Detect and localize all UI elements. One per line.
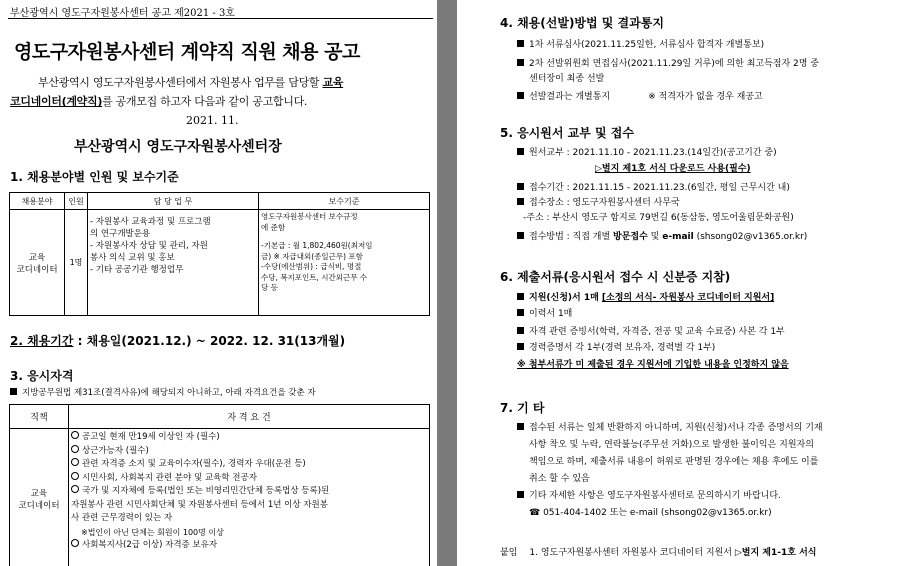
- section-6-title: 6. 제출서류(응시원서 접수 시 신분증 지참): [500, 270, 731, 284]
- square-bullet-icon: [10, 388, 17, 395]
- th-pay: 보수기준: [259, 193, 430, 210]
- section-3-note: 지방공무원법 제31조(결격사유)에 해당되지 아니하고, 아래 자격요건을 갖춘 자: [10, 386, 316, 398]
- section-1-title: 1. 채용분야별 인원 및 보수기준: [10, 170, 179, 184]
- position-count: 1명: [65, 210, 88, 316]
- square-bullet-icon: [517, 232, 524, 239]
- th-field: 채용분야: [10, 193, 65, 210]
- attachment-line: 붙임 1. 영도구자원봉사센터 자원봉사 코디네이터 지원서 ▷별지 제1-1호 서식: [500, 548, 817, 558]
- square-bullet-icon: [517, 423, 524, 430]
- positions-table-row: [10, 210, 430, 316]
- intro-line-1: 부산광역시 영도구자원봉사센터에서 자원봉사 업무를 담당할 교육: [38, 76, 344, 89]
- qualifications-table-row: [10, 429, 430, 566]
- req-note: ※법인이 아닌 단체는 회원이 100명 이상: [81, 527, 224, 537]
- square-bullet-icon: [517, 327, 524, 334]
- circle-bullet-icon: [71, 445, 79, 453]
- sec6-item: 자격 관련 증빙서(학력, 자격증, 전공 및 교육 수료증) 사본 각 1부: [517, 324, 785, 337]
- square-bullet-icon: [517, 293, 524, 300]
- circle-bullet-icon: [71, 472, 79, 480]
- square-bullet-icon: [517, 198, 524, 205]
- sec5-item: 접수방법 : 직접 개별 방문접수 및 e-mail (shsong02@v1365.or.kr): [517, 229, 807, 242]
- th-count: 인원: [65, 193, 88, 210]
- section-2-title: 2. 채용기간 : 채용일(2021.12.) ~ 2022. 12. 31(13개월): [10, 334, 346, 348]
- th-requirements: 자 격 요 건: [69, 405, 430, 429]
- position-field: 교육 코디네이터: [10, 210, 65, 316]
- req-item: 공고일 현재 만19세 이상인 자 (필수): [71, 431, 427, 445]
- positions-table-header: [10, 193, 430, 210]
- issuer: 부산광역시 영도구자원봉사센터장: [74, 139, 282, 155]
- th-duties: 담 당 업 무: [88, 193, 259, 210]
- intro-line-2: 코디네이터(계약직)를 공개모집 하고자 다음과 같이 공고합니다.: [10, 95, 308, 108]
- contact-phone: ☎ 051-404-1402 또는 e-mail (shsong02@v1365.or.kr): [529, 508, 772, 518]
- square-bullet-icon: [517, 343, 524, 350]
- square-bullet-icon: [517, 491, 524, 498]
- qualification-field: 교육 코디네이터: [10, 429, 69, 566]
- qualifications-table: [9, 404, 430, 566]
- square-bullet-icon: [517, 40, 524, 47]
- square-bullet-icon: [517, 59, 524, 66]
- page-title: 영도구자원봉사센터 계약직 직원 채용 공고: [14, 41, 360, 63]
- address: -주소 : 부산시 영도구 함지로 79번길 6(동삼동, 영도어울림문화공원): [523, 213, 794, 223]
- sec7-item: 기타 자세한 사항은 영도구자원봉사센터로 문의하시기 바랍니다.: [517, 488, 781, 501]
- section-4-title: 4. 채용(선발)방법 및 결과통지: [500, 16, 664, 30]
- circle-bullet-icon: [71, 485, 79, 493]
- square-bullet-icon: [517, 92, 524, 99]
- req-item: 관련 자격증 소지 및 교육이수자(필수), 경력자 우대(운전 등): [71, 458, 427, 472]
- th-position: 직책: [10, 405, 69, 429]
- circle-bullet-icon: [71, 431, 79, 439]
- req-item: 사회복지사(2급 이상) 자격증 보유자: [71, 539, 427, 553]
- qualification-requirements: 공고일 현재 만19세 이상인 자 (필수) 상근가능자 (필수) 관련 자격증 소지 및 교육이수자(필수), 경력자 우대(운전 등) 시민사회, 사회복지 관련 분야 및 교육학 전공자 국가 및 지자체에 등록(법인 또는 비영리민간단체 등록법상 등록)된 자원봉사 관련 시민사회단체 및 자원봉사센터 등에서 1년 이상 자원봉 사 관련 근무경력이 있는 자 ※법인이 아닌 단체는 회원이 100명 이상 사회복지사(2급 이상) 자격증 보유자: [69, 429, 430, 566]
- section-5-title: 5. 응시원서 교부 및 접수: [500, 126, 634, 140]
- qualifications-table-header: [10, 405, 430, 429]
- section-7-title: 7. 기 타: [500, 401, 545, 415]
- sec4-item: 1차 서류심사(2021.11.25일한, 서류심사 합격자 개별통보): [517, 37, 764, 50]
- square-bullet-icon: [517, 148, 524, 155]
- header-divider: [8, 18, 433, 19]
- section-3-title: 3. 응시자격: [10, 369, 74, 383]
- sec5-item: 원서교부 : 2021.11.10 - 2021.11.23.(14일간)(공고기간 중): [517, 145, 777, 158]
- square-bullet-icon: [517, 309, 524, 316]
- req-item: 시민사회, 사회복지 관련 분야 및 교육학 전공자: [71, 472, 427, 486]
- req-item: 상근가능자 (필수): [71, 445, 427, 459]
- square-bullet-icon: [517, 183, 524, 190]
- notice-number: 부산광역시 영도구자원봉사센터 공고 제2021 - 3호: [10, 8, 235, 19]
- sec5-item: 접수기간 : 2021.11.15 - 2021.11.23.(6일간, 평일 근무시간 내): [517, 180, 790, 193]
- positions-table: [9, 192, 430, 316]
- document-page-right: 4. 채용(선발)방법 및 결과통지 1차 서류심사(2021.11.25일한, 서류심사 합격자 개별통보) 2차 선발위원회 면접심사(2021.11.29일 거루)에 의한 최고득점자 2명 중 센터장이 최종 선발 선발결과는 개별통지 ※ 적격자가 없을 경우 재공고 5. 응시원서 교부 및 접수 원서교부 : 2021.11.10 - 2021.11.23.(14일간)(공고기간 중) ▷별지 제1호 서식 다운로드 사용(필수) 접수기간 : 2021.11.15 - 2021.11.23.(6일간, 평일 근무시간 내) 접수장소 : 영도구자원봉사센터 사무국 -주소 : 부산시 영도구 함지로 79번길 6(동삼동, 영도어울림문화공원) 접수방법 : 직접 개별 방문접수 및 e-mail (shsong02@v1365.or.kr) 6. 제출서류(응시원서 접수 시 신분증 지참) 지원(신청)서 1매 [소정의 서식- 자원봉사 코디네이터 지원서] 이력서 1매 자격 관련 증빙서(학력, 자격증, 전공 및 교육 수료증) 사본 각 1부 경력증명서 각 1부(경력 보유자, 경력별 각 1부) ※ 첨부서류가 미 제출된 경우 지원서에 기입한 내용을 인정하지 않음 7. 기 타 접수된 서류는 일체 반환하지 아니하며, 지원(신청)서나 각종 증명서의 기재 사항 착오 및 누락, 연락불능(주무선 거화)으로 발생한 불이익은 지원자의 책임으로 하며, 제출서류 내용이 허위로 판명된 경우에는 채용 후에도 이를 취소 할 수 있음 기타 자세한 사항은 영도구자원봉사센터로 문의하시기 바랍니다. ☎ 051-404-1402 또는 e-mail (shsong02@v1365.or.kr) 붙임 1. 영도구자원봉사센터 자원봉사 코디네이터 지원서 ▷별지 제1-1호 서식: [457, 0, 897, 566]
- sec4-item: 선발결과는 개별통지 ※ 적격자가 없을 경우 재공고: [517, 89, 763, 102]
- document-page-left: [0, 0, 437, 566]
- sec5-item: 접수장소 : 영도구자원봉사센터 사무국: [517, 195, 680, 208]
- sec6-item: 경력증명서 각 1부(경력 보유자, 경력별 각 1부): [517, 340, 715, 353]
- position-pay: 영도구자원봉사센터 보수규정 에 준함 -기본급 : 월 1,802,460원(최저임 금) ※ 자급내외(종일근무) 포함 -수당(에산범위) : 급식비, 명절 수당, 복지포인트, 시간외근무 수 당 등: [259, 210, 430, 316]
- sec6-item: 이력서 1매: [517, 306, 572, 319]
- circle-bullet-icon: [71, 458, 79, 466]
- req-item: 국가 및 지자체에 등록(법인 또는 비영리민간단체 등록법상 등록)된: [71, 485, 427, 499]
- sec6-item: 지원(신청)서 1매 [소정의 서식- 자원봉사 코디네이터 지원서]: [517, 290, 774, 303]
- sec4-item: 2차 선발위원회 면접심사(2021.11.29일 거루)에 의한 최고득점자 2명 중: [517, 56, 819, 69]
- circle-bullet-icon: [71, 539, 79, 547]
- position-duties: - 자원봉사 교육과정 및 프로그램 의 연구개발운용 - 자원봉사자 상담 및 관리, 자원 봉사 의식 교위 및 홍보 - 기타 공공기관 행정업무: [88, 210, 259, 316]
- notice-date: 2021. 11.: [186, 114, 239, 127]
- sec7-item: 접수된 서류는 일체 반환하지 아니하며, 지원(신청)서나 각종 증명서의 기재: [517, 420, 823, 433]
- form-download-note: ▷별지 제1호 서식 다운로드 사용(필수): [595, 164, 751, 174]
- sec6-warning: ※ 첨부서류가 미 제출된 경우 지원서에 기입한 내용을 인정하지 않음: [517, 360, 789, 370]
